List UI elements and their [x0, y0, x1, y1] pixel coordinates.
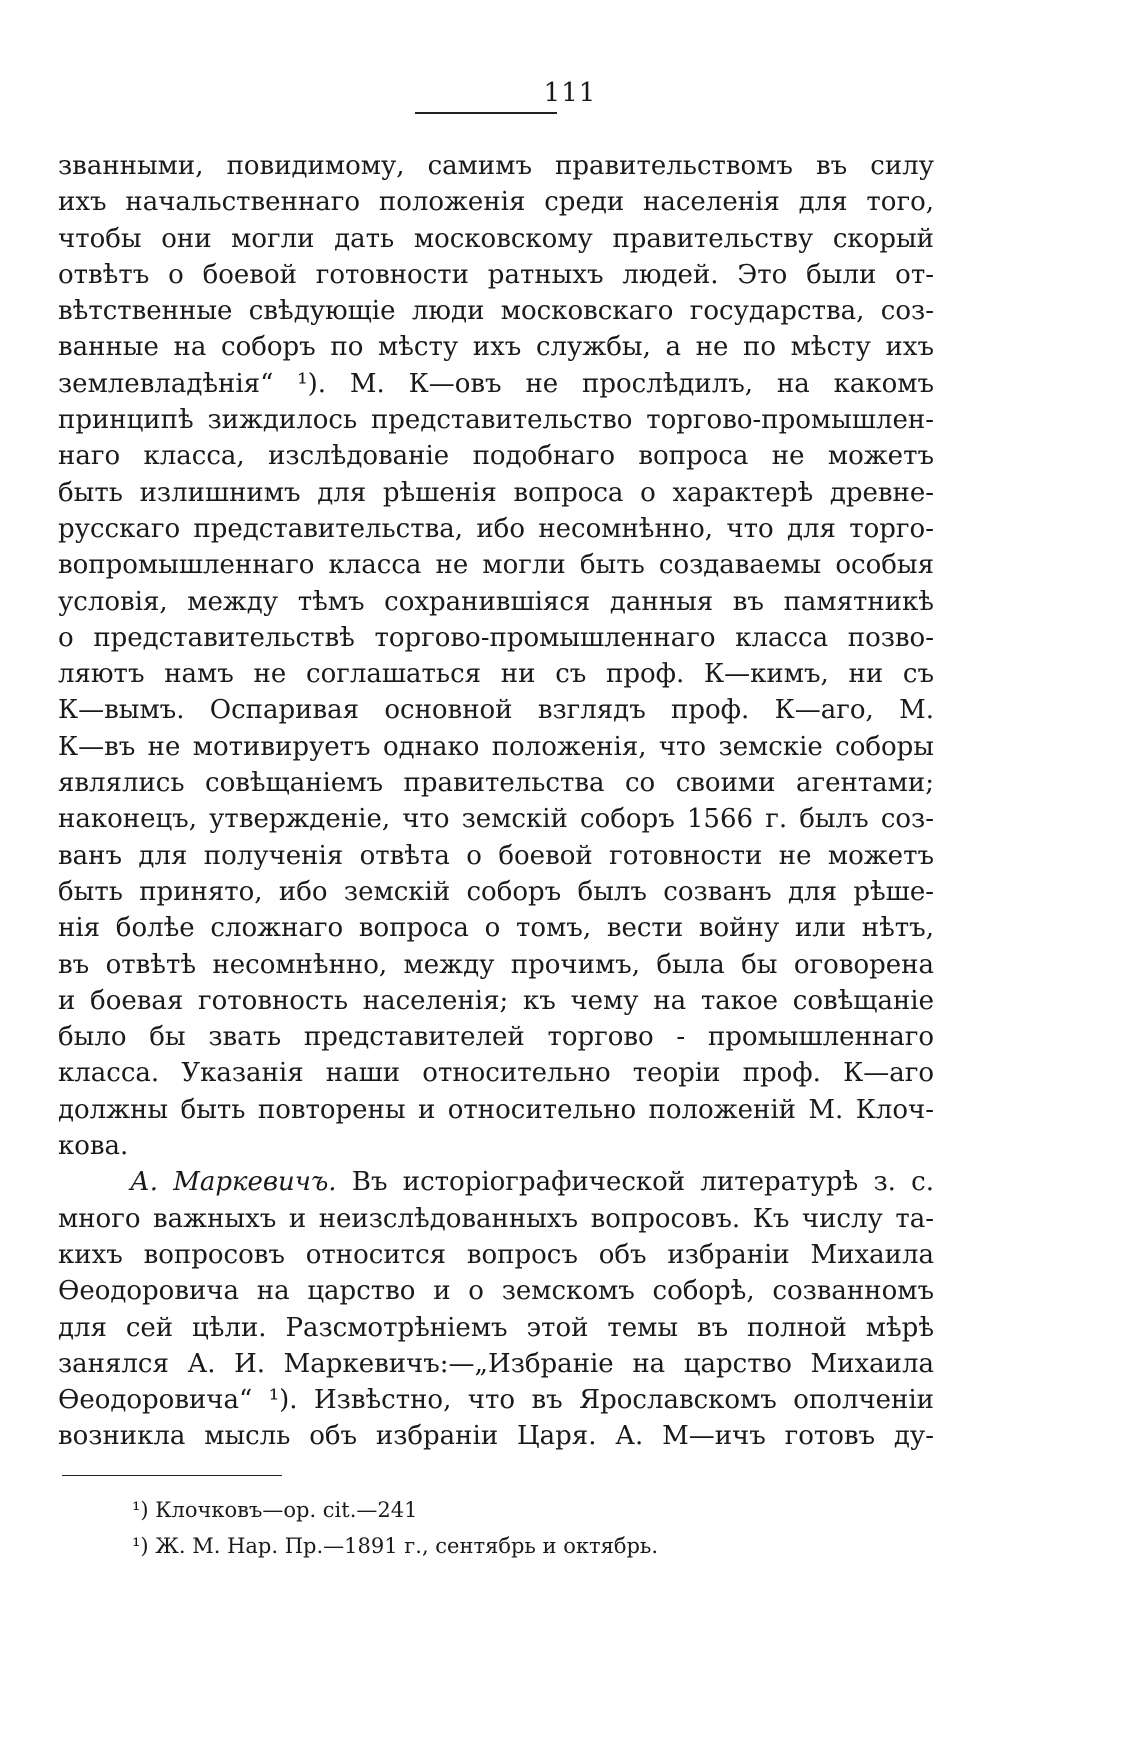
text-line: возникла мысль объ избраніи Царя. А. М—ичъ готовъ ду- — [58, 1421, 934, 1452]
text-line: ихъ начальственнаго положенія среди населенія для того, — [58, 187, 934, 218]
text-line: въ отвѣтѣ несомнѣнно, между прочимъ, была бы оговорена — [58, 949, 934, 980]
footnotes — [132, 1492, 932, 1564]
text-line: принципѣ зиждилось представительство торгово-промышлен- — [58, 405, 934, 436]
text-line: чтобы они могли дать московскому правительству скорый — [58, 223, 934, 254]
text-line: наго класса, изслѣдованіе подобнаго вопроса не можетъ — [58, 441, 934, 472]
text-line: вопромышленнаго класса не могли быть создаваемы особыя — [58, 550, 934, 581]
text-line: кова. — [58, 1131, 129, 1162]
text-line: ляютъ намъ не соглашаться ни съ проф. К—кимъ, ни съ — [58, 659, 934, 690]
author-name: А. Маркевичъ. — [130, 1167, 337, 1198]
paragraph-first-line — [58, 1164, 934, 1200]
text-line: наконецъ, утвержденіе, что земскій соборъ 1566 г. былъ соз- — [58, 804, 934, 835]
text-line: званными, повидимому, самимъ правительствомъ въ силу — [58, 151, 934, 181]
text-line: К—въ не мотивируетъ однако положенія, что земскіе соборы — [58, 731, 934, 762]
text-line: русскаго представительства, ибо несомнѣнно, что для торго- — [58, 513, 934, 544]
text-line: занялся А. И. Маркевичъ:—„Избраніе на царство Михаила — [58, 1348, 934, 1379]
header-rule — [415, 112, 557, 114]
text-fragment: Въ исторіографической литературѣ з. с. — [336, 1167, 934, 1198]
text-line: условія, между тѣмъ сохранившіяся данныя въ памятникѣ — [58, 586, 934, 617]
text-line: должны быть повторены и относительно положеній М. Клоч- — [58, 1094, 934, 1125]
text-line: землевладѣнія“ ¹). М. К—овъ не прослѣдилъ, на какомъ — [58, 368, 934, 399]
text-line: ванъ для полученія отвѣта о боевой готовности не можетъ — [58, 840, 934, 871]
text-line: являлись совѣщаніемъ правительства со своими агентами; — [58, 768, 934, 799]
body-text — [58, 148, 934, 1455]
text-line: отвѣтъ о боевой готовности ратныхъ людей. Это были от- — [58, 259, 934, 290]
text-line: Ѳеодоровича на царство и о земскомъ соборѣ, созванномъ — [58, 1276, 934, 1307]
text-line: ванные на соборъ по мѣсту ихъ службы, а не по мѣсту ихъ — [58, 332, 934, 363]
text-line: о представительствѣ торгово-промышленнаго класса позво- — [58, 622, 934, 653]
text-line: нія болѣе сложнаго вопроса о томъ, вести войну или нѣтъ, — [58, 913, 934, 944]
text-line: К—вымъ. Оспаривая основной взглядъ проф. К—аго, М. — [58, 695, 934, 726]
text-line: много важныхъ и неизслѣдованныхъ вопросовъ. Къ числу та- — [58, 1203, 934, 1234]
text-line: было бы звать представителей торгово - промышленнаго — [58, 1022, 934, 1053]
footnote: ¹) Ж. М. Нар. Пр.—1891 г., сентябрь и октябрь. — [132, 1534, 659, 1558]
text-line: Ѳеодоровича“ ¹). Извѣстно, что въ Ярославскомъ ополченіи — [58, 1385, 934, 1416]
text-line: и боевая готовность населенія; къ чему на такое совѣщаніе — [58, 985, 934, 1016]
text-line: вѣтственные свѣдующіе люди московскаго государства, соз- — [58, 296, 934, 327]
text-line: быть принято, ибо земскій соборъ былъ созванъ для рѣше- — [58, 876, 934, 907]
footnote-separator — [62, 1475, 282, 1476]
text-line: быть излишнимъ для рѣшенія вопроса о характерѣ древне- — [58, 477, 934, 508]
text-line: для сей цѣли. Разсмотрѣніемъ этой темы въ полной мѣрѣ — [58, 1312, 934, 1343]
text-line: кихъ вопросовъ относится вопросъ объ избраніи Михаила — [58, 1239, 934, 1270]
text-line: класса. Указанія наши относительно теоріи проф. К—аго — [58, 1058, 934, 1089]
footnote: ¹) Клочковъ—op. cit.—241 — [132, 1498, 418, 1522]
page-number: 111 — [543, 78, 597, 108]
